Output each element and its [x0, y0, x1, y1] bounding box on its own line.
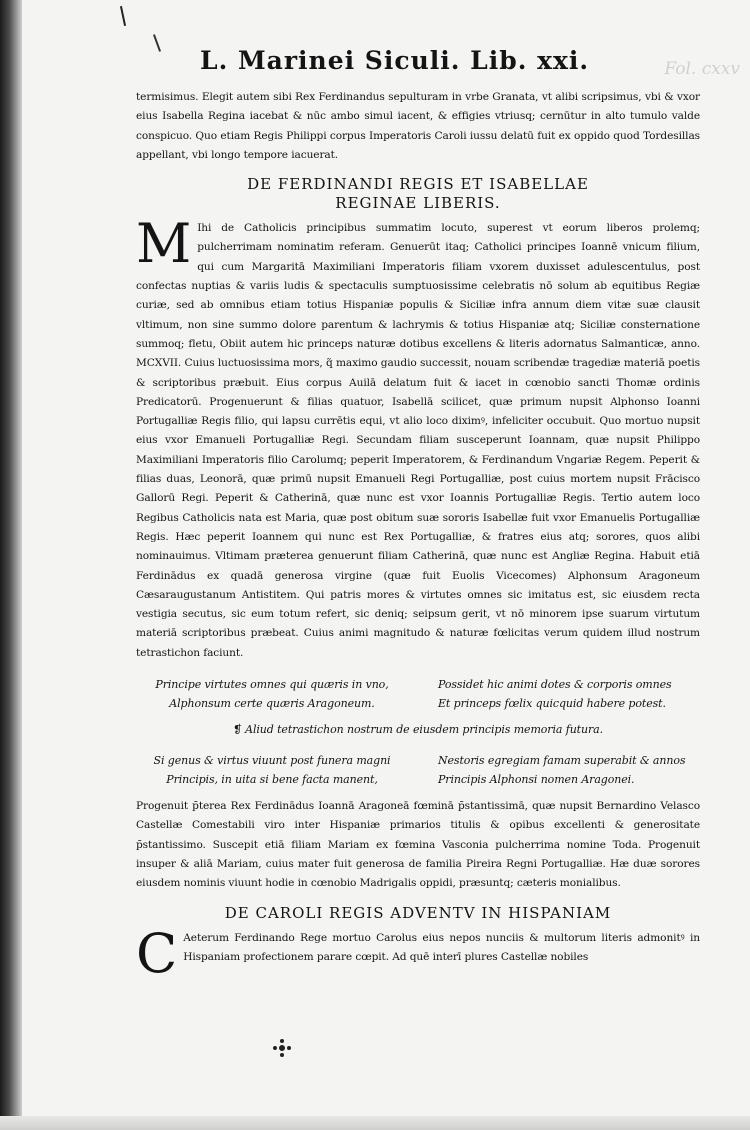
ink-mark [120, 6, 126, 26]
heading-line: DE FERDINANDI REGIS ET ISABELLAE [247, 175, 589, 194]
tetrastichon-2 [136, 751, 700, 789]
paragraph: Progenuit p̄terea Rex Ferdinādus Ioannā Aragoneā fœminā p̄stantissimā, quæ nupsit Bernardino Velasco Castellæ Comestabili viro inter Hispaniæ primarios titulis & opibus excellenti & generositate p̄stantissimo. Suscepit etiā filiam Mariam ex fœmina Vasconia pulcherrima nomine Toda. Progenuit insuper & aliā Mariam, cuius mater fuit generosa de familia Pireira Regni Portugalliæ. Hæ duæ sorores eiusdem nominis viuunt hodie in cœnobio Madrigalis oppidi, præsuntq; cæteris monialibus. [136, 800, 700, 890]
paragraph-mark-icon: ❡ [232, 723, 243, 737]
verse-caption-text: Aliud tetrastichon nostrum de eiusdem principis memoria futura. [245, 723, 604, 737]
bleed-through-text: Fol. cxxv [664, 59, 740, 79]
verse-line: Alphonsum certe quæris Aragoneum. [169, 697, 375, 711]
verse-line: Principe virtutes omnes qui quæris in vno, [155, 678, 389, 692]
heading-line: REGINAE LIBERIS. [335, 194, 501, 213]
verse-line: Principis, in uita si bene facta manent, [166, 773, 378, 787]
section-heading: DE CAROLI REGIS ADVENTV IN HISPANIAM [224, 903, 612, 922]
page-bottom-edge [0, 1116, 750, 1130]
drop-cap: M [136, 212, 192, 276]
verse-caption [136, 721, 700, 739]
opening-paragraph: termisimus. Elegit autem sibi Rex Ferdinandus sepulturam in vrbe Granata, vt alibi scripsimus, vbi & vxor eius Isabella Regina iacebat & nūc ambo simul iacent, & effigies vtriusq; cernūtur in alto tumulo valde conspicuo. Quo etiam Regis Philippi corpus Imperatoris Caroli iussu delatū fuit ex oppido quod Tordesillas appellant, vbi longo tempore iacuerat. [136, 91, 700, 161]
verse-line: Possidet hic animi dotes & corporis omnes [438, 678, 672, 692]
section-heading [136, 175, 700, 213]
paragraph [136, 921, 700, 985]
verse-line: Si genus & virtus viuunt post funera magni [153, 754, 391, 768]
running-head: L. Marinei Siculi. Lib. xxi. [200, 46, 590, 75]
verse-line: Nestoris egregiam famam superabit & annos [438, 754, 686, 768]
verse-line: Et princeps fœlix quicquid habere potest. [438, 697, 666, 711]
ink-mark [153, 34, 161, 52]
paragraph [136, 212, 700, 663]
text-block [136, 88, 700, 985]
printer-ornament-icon [272, 1038, 292, 1058]
paragraph-text: Ihi de Catholicis principibus summatim locuto, superest vt eorum liberos prolemq; pulcherrimam nominatim referam. Genuerūt itaq; Catholici principes Ioannē vnicum filium, qui cum Margaritā Maximiliani Imperatoris filiam vxorem duxisset adulescentulus, post confectas nuptias & variis ludis & spectaculis sumptuosissime celebratis nō solum ab equitibus Regiæ curiæ, sed ab omnibus etiam totius Hispaniæ populis & Siciliæ infra annum diem vitæ suæ clausit vltimum, non sine summo dolore parentum & lachrymis & totius Hispaniæ atq; Siciliæ consternatione summoq; fletu, Obiit autem hic princeps naturæ dotibus excellens & literis adornatus Salmanticæ, anno. MCXVII. Cuius luctuosissima mors, q̃ maximo gaudio successit, nouam scribendæ tragediæ materiā poetis & scriptoribus præbuit. Eius corpus Auilā delatum fuit & iacet in cœnobio sancti Thomæ ordinis Predicatorū. Progenuerunt & filias quatuor, Isabellā scilicet, quæ primum nupsit Alphonso Ioanni Portugalliæ Regis filio, qui lapsu currētis equi, vt alio loco diximꝰ, infeliciter occubuit. Quo mortuo nupsit eius vxor Emanueli Portugalliæ Regi. Secundam filiam susceperunt Ioannam, quæ nupsit Philippo Maximiliani Imperatoris filio Carolumq; peperit Imperatorem, & Ferdinandum Vngariæ Regem. Peperit & filias duas, Leonorā, quæ primū nupsit Emanueli Regi Portugalliæ, post cuius mortem nupsit Frācisco Gallorū Regi. Peperit & Catherinā, quæ nunc est vxor Ioannis Portugalliæ Regis. Tertio autem loco Regibus Catholicis nata est Maria, quæ post obitum suæ sororis Isabellæ fuit vxor Emanuelis Portugalliæ Regis. Hæc peperit Ioannem qui nunc est Rex Portugalliæ, & fratres eius atq; sorores, quos alibi nominauimus. Vltimam præterea genuerunt filiam Catherinā, quæ nunc est Angliæ Regina. Habuit etiā Ferdinādus ex quadā generosa virgine (quæ fuit Euolis Vicecomes) Alphonsum Aragoneum Cæsaraugustanum Antistitem. Qui patris mores & virtutes omnes sic imitatus est, sic eiusdem recta vestigia secutus, sic eum totum refert, sic deniq; seipsum gerit, vt nō minorem ipse suarum virtutum materiā scriptoribus præbeat. Cuius animi magnitudo & naturæ fœlicitas verum quidem illud nostrum tetrastichon faciunt. [136, 222, 700, 659]
tetrastichon-1 [136, 675, 700, 713]
verse-line: Principis Alphonsi nomen Aragonei. [438, 773, 635, 787]
paragraph-text: Aeterum Ferdinando Rege mortuo Carolus eius nepos nunciis & multorum literis admonitꝰ in Hispaniam profectionem parare cœpit. Ad quē interī plures Castellæ nobiles [183, 931, 700, 963]
binding-gutter-shadow [0, 0, 22, 1130]
drop-cap: C [136, 921, 178, 985]
